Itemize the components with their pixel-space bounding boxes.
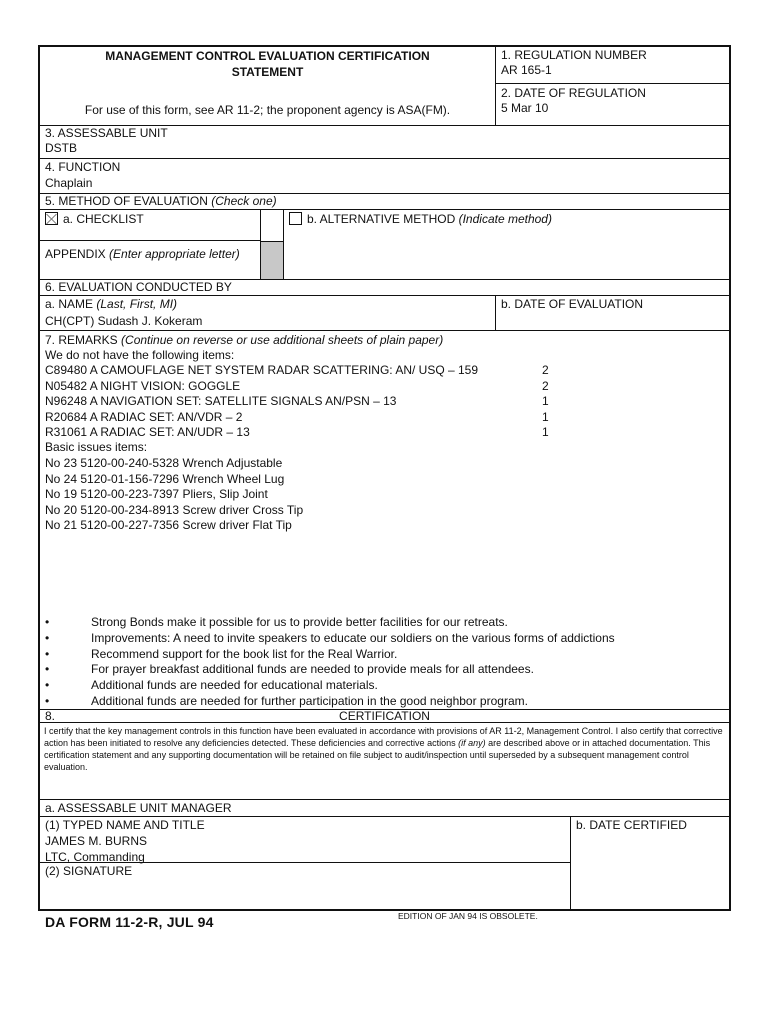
evaluator-name-label-block: [45, 297, 177, 312]
regulation-number-label: 1. REGULATION NUMBER: [501, 48, 647, 62]
evaluation-header-row: [40, 280, 729, 296]
signature-label: (2) SIGNATURE: [45, 864, 133, 878]
basic-issue-item: No 19 5120-00-223-7397 Pliers, Slip Joint: [45, 487, 268, 501]
appendix-label-block: [45, 247, 240, 262]
remark-bullet-text: Recommend support for the book list for the Real Warrior.: [91, 646, 398, 661]
bullet-dot: •: [45, 678, 50, 693]
checklist-option[interactable]: [40, 210, 260, 241]
form-title: [40, 48, 495, 80]
missing-item-text: N96248 A NAVIGATION SET: SATELLITE SIGNALS AN/PSN – 13: [45, 394, 397, 408]
missing-item-row: [40, 379, 729, 394]
basic-issue-item: No 23 5120-00-240-5328 Wrench Adjustable: [45, 456, 283, 470]
missing-item-text: R31061 A RADIAC SET: AN/UDR – 13: [45, 425, 250, 439]
manager-name-value[interactable]: JAMES M. BURNS: [45, 834, 148, 848]
missing-item-row: [40, 425, 729, 440]
certification-section: [40, 710, 729, 800]
appendix-note: (Enter appropriate letter): [109, 247, 240, 261]
form-id: DA FORM 11-2-R, JUL 94: [45, 914, 214, 930]
missing-item-text: N05482 A NIGHT VISION: GOGGLE: [45, 378, 241, 393]
missing-item-qty: 1: [542, 425, 549, 439]
form-title-line1: MANAGEMENT CONTROL EVALUATION CERTIFICATION: [105, 49, 430, 63]
form-title-line2: STATEMENT: [231, 65, 304, 79]
missing-item-text: C89480 A CAMOUFLAGE NET SYSTEM RADAR SCATTERING: AN/ USQ – 159: [45, 363, 479, 377]
basic-issue-item: No 20 5120-00-234-8913 Screw driver Cross Tip: [45, 502, 304, 517]
regulation-date-cell: [496, 84, 729, 125]
remark-bullet-item: [45, 630, 724, 646]
certification-text-2: are described above or in attached documentation. This certification statement and any supporting documentation will be retained on file subject to audit/inspection until superseded by a subsequent management control evaluation.: [44, 738, 711, 772]
regulation-number-cell: [496, 47, 729, 84]
missing-item-qty: 2: [542, 378, 549, 393]
assessable-unit-value: DSTB: [45, 141, 78, 155]
alternative-method-checkbox[interactable]: [289, 212, 302, 225]
missing-item-qty: 2: [542, 363, 549, 377]
basic-issue-item: No 24 5120-01-156-7296 Wrench Wheel Lug: [45, 471, 285, 486]
header-row: [40, 47, 729, 126]
bullet-dot: •: [45, 694, 50, 708]
missing-item-text: R20684 A RADIAC SET: AN/VDR – 2: [45, 409, 243, 424]
usage-note: For use of this form, see AR 11-2; the proponent agency is ASA(FM).: [84, 103, 451, 117]
function-label: 4. FUNCTION: [45, 160, 121, 174]
certification-title: CERTIFICATION: [40, 709, 729, 723]
method-header-row: [40, 194, 729, 210]
manager-body: [40, 817, 729, 911]
date-certified-cell[interactable]: [571, 817, 729, 911]
alternative-method-note: (Indicate method): [458, 212, 552, 226]
evaluator-name-value[interactable]: CH(CPT) Sudash J. Kokeram: [45, 314, 203, 328]
alternative-method-label-block: [289, 212, 552, 227]
certification-text-italic: (if any): [458, 738, 486, 748]
remark-bullet-item: [45, 614, 724, 630]
remarks-intro: We do not have the following items:: [45, 348, 235, 362]
alternative-method-label: b. ALTERNATIVE METHOD: [307, 212, 456, 226]
regulation-date-label: 2. DATE OF REGULATION: [501, 86, 646, 100]
remark-bullet-item: [45, 646, 724, 662]
evaluation-date-cell: [496, 296, 729, 330]
evaluation-row: [40, 296, 729, 331]
evaluator-name-note: (Last, First, MI): [96, 297, 178, 311]
certification-number: 8.: [45, 709, 56, 723]
date-certified-label: b. DATE CERTIFIED: [576, 818, 687, 832]
regulation-number-value: AR 165-1: [501, 63, 552, 77]
remarks-label-block: [45, 333, 443, 348]
manager-header-row: [40, 800, 729, 817]
function-row: [40, 159, 729, 194]
remarks-label: 7. REMARKS: [45, 333, 118, 347]
bullet-dot: •: [45, 630, 50, 645]
alternative-method-option[interactable]: [284, 210, 729, 241]
method-label: [45, 194, 277, 209]
missing-item-qty: 1: [542, 409, 549, 424]
basic-issues-label: Basic issues items:: [45, 440, 148, 454]
appendix-entry-box[interactable]: [260, 241, 284, 279]
remark-bullet-text: Additional funds are needed for educational materials.: [91, 678, 378, 693]
missing-item-qty: 1: [542, 394, 549, 408]
checklist-label: a. CHECKLIST: [63, 212, 144, 226]
edition-note: EDITION OF JAN 94 IS OBSOLETE.: [398, 911, 538, 921]
evaluator-name-cell: [40, 296, 495, 330]
missing-item-row: [40, 394, 729, 409]
form-title-block: [40, 47, 495, 125]
signature-cell[interactable]: [40, 863, 570, 911]
checklist-blank-cell: [261, 210, 283, 241]
remark-bullet-text: Improvements: A need to invite speakers to educate our soldiers on the various forms of addictions: [91, 630, 615, 645]
method-label-note: (Check one): [211, 194, 277, 208]
checklist-cell: [40, 210, 260, 279]
certification-statement: [44, 725, 725, 773]
checklist-option-label: [45, 212, 144, 227]
remark-bullet-text: For prayer breakfast additional funds are needed to provide meals for all attendees.: [91, 662, 534, 677]
assessable-unit-row: [40, 126, 729, 159]
remark-bullet-item: [45, 677, 724, 693]
certification-text-1: I certify that the key management controls in this function have been evaluated in accordance with provisions of AR 11-2, Management Control. I also certify that corrective action has been initiated to resolve any deficiencies detected. These deficiencies and corrective actions: [44, 726, 723, 748]
manager-section-label: a. ASSESSABLE UNIT MANAGER: [45, 801, 232, 815]
appendix-label: APPENDIX: [45, 247, 106, 261]
method-label-text: 5. METHOD OF EVALUATION: [45, 194, 208, 208]
remark-bullet-item: [45, 661, 724, 677]
bullet-dot: •: [45, 615, 50, 629]
checklist-checkbox[interactable]: [45, 212, 58, 225]
missing-item-row: [40, 410, 729, 425]
function-value: Chaplain: [45, 176, 93, 190]
certification-form: [38, 45, 731, 911]
evaluation-section-label: 6. EVALUATION CONDUCTED BY: [45, 280, 232, 294]
assessable-unit-label: 3. ASSESSABLE UNIT: [45, 126, 168, 140]
remark-bullet-text: Strong Bonds make it possible for us to provide better facilities for our retreats.: [91, 615, 508, 629]
basic-issue-item: No 21 5120-00-227-7356 Screw driver Flat Tip: [45, 518, 292, 532]
typed-name-label: (1) TYPED NAME AND TITLE: [45, 818, 205, 832]
remarks-label-note: (Continue on reverse or use additional sheets of plain paper): [121, 333, 444, 347]
missing-item-row: [40, 363, 729, 378]
remark-bullet-text: Additional funds are needed for further participation in the good neighbor program.: [91, 694, 528, 708]
regulation-date-value: 5 Mar 10: [501, 101, 549, 115]
remark-bullet-item: [45, 693, 724, 709]
bullet-dot: •: [45, 646, 50, 661]
manager-title-value[interactable]: LTC, Commanding: [45, 850, 145, 864]
typed-name-cell: [40, 817, 570, 863]
bullet-dot: •: [45, 662, 50, 677]
evaluator-name-label: a. NAME: [45, 297, 94, 311]
remarks-section: [40, 331, 729, 710]
method-body-row: [40, 210, 729, 280]
evaluation-date-label: b. DATE OF EVALUATION: [501, 297, 644, 311]
